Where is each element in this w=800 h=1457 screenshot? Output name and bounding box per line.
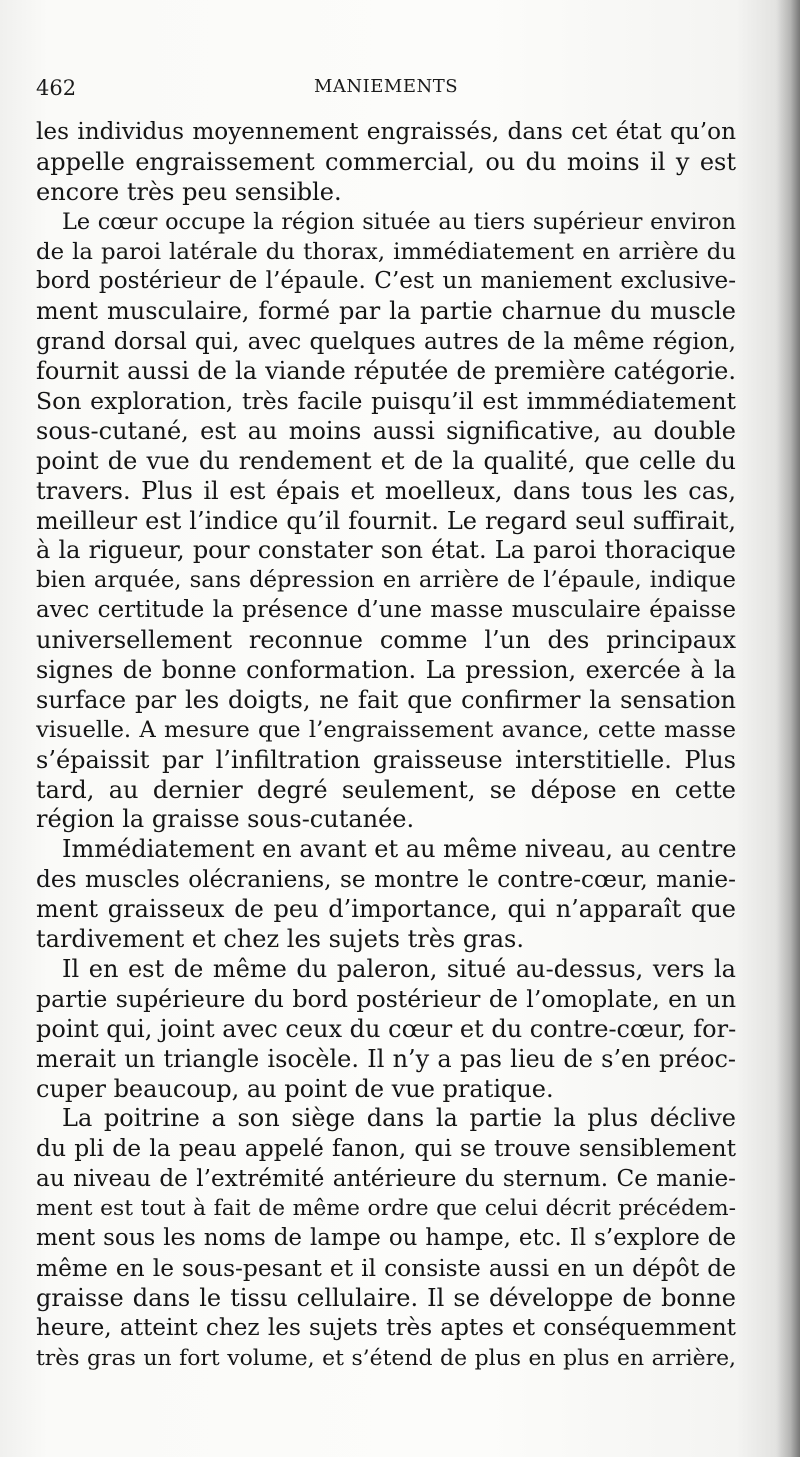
text-line: graisse dans le tissu cellulaire. Il se développe de bonne	[36, 1283, 736, 1312]
book-spine-shadow	[776, 0, 800, 1457]
text-line: tardivement et chez les sujets très gras.	[36, 925, 524, 954]
text-line: au niveau de l’extrémité antérieure du sternum. Ce manie-	[36, 1165, 736, 1193]
text-line: bord postérieur de l’épaule. C’est un maniement exclusive-	[36, 268, 736, 295]
text-line: avec certitude la présence d’une masse musculaire épaisse	[36, 597, 736, 624]
text-line: encore très peu sensible.	[36, 177, 342, 206]
text-line: universellement reconnue comme l’un des principaux	[36, 626, 736, 655]
running-title: MANIEMENTS	[313, 76, 459, 97]
text-line: sous-cutané, est au moins aussi significative, au double	[36, 416, 736, 445]
page-header	[36, 76, 736, 106]
text-line: heure, atteint chez les sujets très aptes et conséquemment	[36, 1314, 736, 1341]
text-line: cuper beaucoup, au point de vue pratique.	[36, 1074, 554, 1103]
text-line: meilleur est l’indice qu’il fournit. Le regard seul suffirait,	[36, 506, 736, 535]
text-line: appelle engraissement commercial, ou du moins il y est	[36, 147, 736, 176]
text-line: travers. Plus il est épais et moelleux, dans tous les cas,	[36, 476, 736, 505]
text-line: du pli de la peau appelé fanon, qui se trouve sensiblement	[36, 1134, 736, 1163]
text-line: des muscles olécraniens, se montre le contre-cœur, manie-	[36, 866, 736, 894]
text-line: ment musculaire, formé par la partie charnue du muscle	[36, 297, 736, 326]
text-line: point qui, joint avec ceux du cœur et du contre-cœur, for-	[36, 1014, 736, 1043]
text-line: de la paroi latérale du thorax, immédiatement en arrière du	[36, 238, 736, 265]
text-line: grand dorsal qui, avec quelques autres de la même région,	[36, 328, 736, 356]
text-line: ment est tout à fait de même ordre que celui décrit précédem-	[36, 1196, 736, 1222]
paragraph-first-line: Le cœur occupe la région située au tiers supérieur environ	[62, 208, 736, 235]
paragraph-first-line: Immédiatement en avant et au même niveau, au centre	[62, 835, 736, 864]
text-line: ment sous les noms de lampe ou hampe, etc. Il s’explore de	[36, 1224, 736, 1251]
text-line: surface par les doigts, ne fait que confirmer la sensation	[36, 685, 736, 714]
paragraph-first-line: Il en est de même du paleron, situé au-dessus, vers la	[62, 954, 736, 983]
text-line: Son exploration, très facile puisqu’il est immmédiatement	[36, 387, 736, 416]
text-line: les individus moyennement engraissés, dans cet état qu’on	[36, 119, 736, 145]
text-line: merait un triangle isocèle. Il n’y a pas lieu de s’en préoc-	[36, 1044, 736, 1073]
text-line: très gras un fort volume, et s’étend de plus en plus en arrière,	[36, 1345, 736, 1371]
text-line: signes de bonne conformation. La pression, exercée à la	[36, 656, 736, 685]
text-line: fournit aussi de la viande réputée de première catégorie.	[36, 357, 736, 386]
text-line: tard, au dernier degré seulement, se dépose en cette	[36, 775, 736, 804]
text-line: bien arquée, sans dépression en arrière de l’épaule, indique	[36, 567, 736, 594]
text-line: ment graisseux de peu d’importance, qui n’apparaît que	[36, 895, 736, 924]
body-text	[36, 118, 736, 1373]
text-line: région la graisse sous-cutanée.	[36, 805, 415, 834]
text-line: visuelle. A mesure que l’engraissement avance, cette masse	[36, 716, 736, 743]
text-line: point de vue du rendement et de la qualité, que celle du	[36, 446, 736, 475]
page-number: 462	[36, 76, 77, 100]
paragraph-first-line: La poitrine a son siège dans la partie la plus déclive	[62, 1104, 736, 1133]
text-line: partie supérieure du bord postérieur de l’omoplate, en un	[36, 984, 736, 1013]
text-line: s’épaissit par l’infiltration graisseuse interstitielle. Plus	[36, 745, 736, 774]
text-line: même en le sous-pesant et il consiste aussi en un dépôt de	[36, 1254, 736, 1282]
text-line: à la rigueur, pour constater son état. La paroi thoracique	[36, 536, 736, 565]
